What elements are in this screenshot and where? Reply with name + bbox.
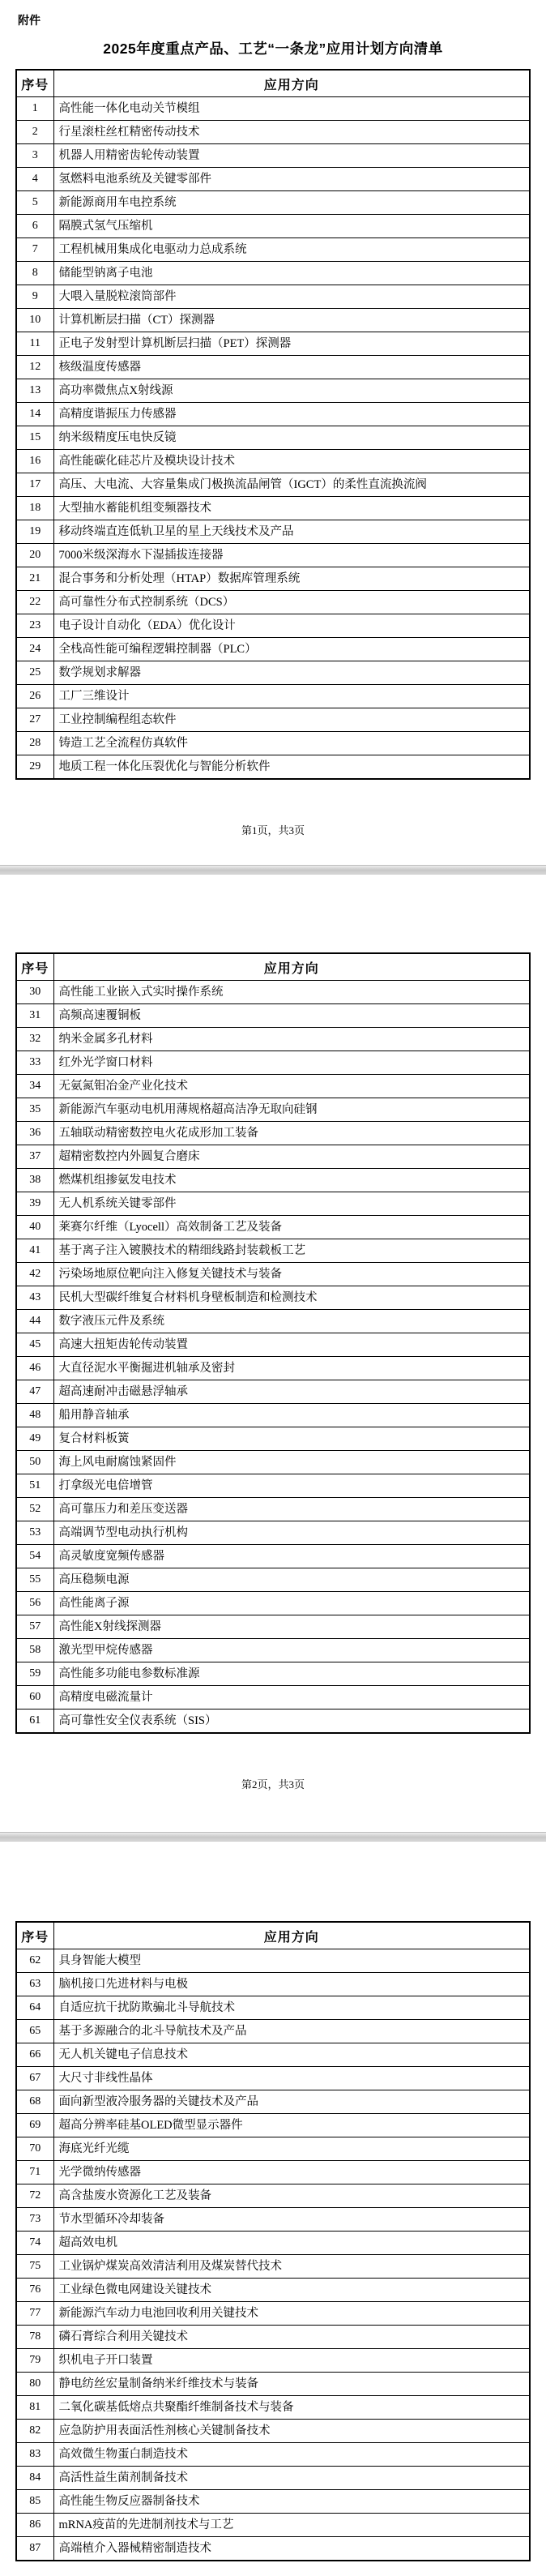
row-number: 48 [16,1404,53,1427]
row-number: 47 [16,1380,53,1404]
table-row [16,1592,530,1615]
row-direction: 机器人用精密齿轮传动装置 [53,144,530,168]
row-direction: 高活性益生菌剂制备技术 [53,2467,530,2490]
row-direction: 核级温度传感器 [53,356,530,379]
row-number: 67 [16,2067,53,2090]
table-row [16,520,530,544]
row-number: 10 [16,309,53,332]
table-row [16,1075,530,1098]
row-direction: 隔膜式氢气压缩机 [53,215,530,238]
column-header-no: 序号 [16,953,53,981]
row-number: 69 [16,2114,53,2137]
table-row [16,121,530,144]
table-row [16,1286,530,1310]
row-number: 49 [16,1427,53,1451]
row-direction: 高精度电磁流量计 [53,1686,530,1709]
table-row [16,2090,530,2114]
table-row [16,1474,530,1498]
table-row [16,2184,530,2208]
page-break-divider [0,1832,546,1842]
row-direction: 高速大扭矩齿轮传动装置 [53,1333,530,1357]
row-direction: 新能源汽车驱动电机用薄规格超高洁净无取向硅钢 [53,1098,530,1122]
row-direction: 自适应抗干扰防欺骗北斗导航技术 [53,1996,530,2020]
row-direction: 高性能离子源 [53,1592,530,1615]
table-row [16,1709,530,1734]
row-direction: 复合材料板簧 [53,1427,530,1451]
table-row [16,732,530,755]
row-number: 7 [16,238,53,262]
row-number: 72 [16,2184,53,2208]
row-direction: 电子设计自动化（EDA）优化设计 [53,614,530,638]
table-row [16,144,530,168]
row-direction: 全栈高性能可编程逻辑控制器（PLC） [53,638,530,661]
table-row [16,1949,530,1973]
row-number: 63 [16,1973,53,1996]
row-direction: 高灵敏度宽频传感器 [53,1545,530,1568]
row-direction: 打拿级光电倍增管 [53,1474,530,1498]
row-number: 64 [16,1996,53,2020]
table-row [16,426,530,450]
table-row [16,262,530,285]
row-direction: 高端植介入器械精密制造技术 [53,2537,530,2561]
row-number: 81 [16,2396,53,2420]
table-row [16,1639,530,1662]
row-direction: 高效微生物蛋白制造技术 [53,2443,530,2467]
table-row [16,2208,530,2232]
row-direction: 节水型循环冷却装备 [53,2208,530,2232]
row-direction: 莱赛尔纤维（Lyocell）高效制备工艺及装备 [53,1216,530,1239]
row-direction: 海上风电耐腐蚀紧固件 [53,1451,530,1474]
table-row [16,1427,530,1451]
row-direction: 计算机断层扫描（CT）探测器 [53,309,530,332]
direction-table-page-3 [15,1921,531,2561]
row-number: 1 [16,97,53,121]
row-number: 19 [16,520,53,544]
table-row [16,332,530,356]
table-row [16,2302,530,2326]
table-row [16,1028,530,1051]
column-header-direction: 应用方向 [53,953,530,981]
row-number: 32 [16,1028,53,1051]
table-row [16,708,530,732]
document-page-2 [0,875,546,1832]
table-row [16,1239,530,1263]
row-number: 22 [16,591,53,614]
row-direction: 海底光纤光缆 [53,2137,530,2161]
table-row [16,2537,530,2561]
table-row [16,2490,530,2514]
row-direction: 混合事务和分析处理（HTAP）数据库管理系统 [53,567,530,591]
table-row [16,1051,530,1075]
row-number: 85 [16,2490,53,2514]
row-direction: 基于离子注入镀膜技术的精细线路封装载板工艺 [53,1239,530,1263]
row-number: 54 [16,1545,53,1568]
table-row [16,1122,530,1145]
row-number: 50 [16,1451,53,1474]
table-row [16,450,530,473]
row-number: 70 [16,2137,53,2161]
table-row [16,2043,530,2067]
table-row [16,1568,530,1592]
table-row [16,685,530,708]
row-direction: 污染场地原位靶向注入修复关键技术与装备 [53,1263,530,1286]
row-direction: 纳米级精度压电快反镜 [53,426,530,450]
document-page-1 [0,13,546,865]
row-number: 28 [16,732,53,755]
row-number: 27 [16,708,53,732]
table-row [16,497,530,520]
row-direction: 纳米金属多孔材料 [53,1028,530,1051]
table-row [16,2373,530,2396]
table-row [16,1263,530,1286]
table-row [16,1357,530,1380]
column-header-direction: 应用方向 [53,70,530,97]
row-number: 57 [16,1615,53,1639]
table-row [16,191,530,215]
direction-table-page-2 [15,952,531,1734]
row-number: 26 [16,685,53,708]
row-number: 13 [16,379,53,403]
row-direction: 工业绿色微电网建设关键技术 [53,2279,530,2302]
row-number: 21 [16,567,53,591]
row-number: 11 [16,332,53,356]
row-number: 34 [16,1075,53,1098]
row-direction: 五轴联动精密数控电火花成形加工装备 [53,1122,530,1145]
row-number: 17 [16,473,53,497]
row-direction: 高性能一体化电动关节模组 [53,97,530,121]
table-row [16,1145,530,1169]
table-row [16,981,530,1004]
table-row [16,661,530,685]
row-number: 41 [16,1239,53,1263]
row-direction: 超高速耐冲击磁悬浮轴承 [53,1380,530,1404]
row-direction: 高压、大电流、大容量集成门极换流晶闸管（IGCT）的柔性直流换流阀 [53,473,530,497]
table-row [16,309,530,332]
row-direction: 无人机关键电子信息技术 [53,2043,530,2067]
row-direction: 工业控制编程组态软件 [53,708,530,732]
row-number: 18 [16,497,53,520]
row-direction: 超高效电机 [53,2232,530,2255]
row-direction: 磷石膏综合利用关键技术 [53,2326,530,2349]
table-body-page-1 [16,97,530,780]
row-number: 40 [16,1216,53,1239]
row-number: 84 [16,2467,53,2490]
row-number: 45 [16,1333,53,1357]
table-row [16,2232,530,2255]
row-number: 59 [16,1662,53,1686]
row-direction: 激光型甲烷传感器 [53,1639,530,1662]
table-row [16,2326,530,2349]
row-number: 15 [16,426,53,450]
table-row [16,2067,530,2090]
row-number: 80 [16,2373,53,2396]
row-direction: 工厂三维设计 [53,685,530,708]
row-direction: 铸造工艺全流程仿真软件 [53,732,530,755]
table-row [16,591,530,614]
row-number: 83 [16,2443,53,2467]
row-number: 8 [16,262,53,285]
row-direction: 应急防护用表面活性剂核心关键制备技术 [53,2420,530,2443]
column-header-direction: 应用方向 [53,1922,530,1949]
row-direction: 船用静音轴承 [53,1404,530,1427]
row-number: 20 [16,544,53,567]
row-number: 43 [16,1286,53,1310]
table-row [16,1973,530,1996]
table-header-row [16,1922,530,1949]
row-direction: 无人机系统关键零部件 [53,1192,530,1216]
row-number: 82 [16,2420,53,2443]
row-direction: 民机大型碳纤维复合材料机身壁板制造和检测技术 [53,1286,530,1310]
row-number: 38 [16,1169,53,1192]
table-header-row [16,953,530,981]
row-direction: 大直径泥水平衡掘进机轴承及密封 [53,1357,530,1380]
row-number: 37 [16,1145,53,1169]
table-header-row [16,70,530,97]
table-row [16,215,530,238]
row-direction: 超精密数控内外圆复合磨床 [53,1145,530,1169]
table-row [16,2255,530,2279]
row-direction: 大尺寸非线性晶体 [53,2067,530,2090]
table-row [16,238,530,262]
row-number: 68 [16,2090,53,2114]
row-direction: 高含盐废水资源化工艺及装备 [53,2184,530,2208]
table-row [16,614,530,638]
table-row [16,1004,530,1028]
row-direction: 基于多源融合的北斗导航技术及产品 [53,2020,530,2043]
table-row [16,285,530,309]
row-number: 25 [16,661,53,685]
table-row [16,97,530,121]
table-row [16,2467,530,2490]
table-row [16,638,530,661]
row-number: 55 [16,1568,53,1592]
table-row [16,1686,530,1709]
table-row [16,2396,530,2420]
table-row [16,2137,530,2161]
row-direction: 具身智能大模型 [53,1949,530,1973]
row-direction: 高频高速覆铜板 [53,1004,530,1028]
row-number: 73 [16,2208,53,2232]
row-direction: 红外光学窗口材料 [53,1051,530,1075]
row-number: 16 [16,450,53,473]
row-number: 35 [16,1098,53,1122]
row-direction: 高功率微焦点X射线源 [53,379,530,403]
row-direction: 高压稳频电源 [53,1568,530,1592]
table-row [16,1545,530,1568]
row-number: 5 [16,191,53,215]
row-direction: 脑机接口先进材料与电极 [53,1973,530,1996]
row-number: 9 [16,285,53,309]
table-row [16,1521,530,1545]
row-direction: 高端调节型电动执行机构 [53,1521,530,1545]
row-number: 30 [16,981,53,1004]
attachment-label: 附件 [18,14,41,27]
table-row [16,2161,530,2184]
row-direction: 静电纺丝宏量制备纳米纤维技术与装备 [53,2373,530,2396]
row-number: 24 [16,638,53,661]
row-number: 23 [16,614,53,638]
row-direction: 超高分辨率硅基OLED微型显示器件 [53,2114,530,2137]
row-number: 6 [16,215,53,238]
row-direction: 地质工程一体化压裂优化与智能分析软件 [53,755,530,780]
row-number: 29 [16,755,53,780]
table-row [16,168,530,191]
direction-table-page-1 [15,69,531,780]
row-number: 76 [16,2279,53,2302]
row-number: 51 [16,1474,53,1498]
row-direction: 高性能生物反应器制备技术 [53,2490,530,2514]
table-row [16,473,530,497]
table-row [16,2420,530,2443]
row-direction: 行星滚柱丝杠精密传动技术 [53,121,530,144]
page-title: 2025年度重点产品、工艺“一条龙”应用计划方向清单 [103,41,443,58]
row-number: 3 [16,144,53,168]
row-number: 78 [16,2326,53,2349]
row-number: 46 [16,1357,53,1380]
row-number: 74 [16,2232,53,2255]
row-direction: 二氧化碳基低熔点共聚酯纤维制备技术与装备 [53,2396,530,2420]
row-number: 77 [16,2302,53,2326]
row-number: 53 [16,1521,53,1545]
row-direction: 高性能多功能电参数标准源 [53,1662,530,1686]
row-number: 31 [16,1004,53,1028]
table-body-page-3 [16,1949,530,2561]
table-row [16,567,530,591]
row-direction: 新能源汽车动力电池回收利用关键技术 [53,2302,530,2326]
table-row [16,544,530,567]
row-number: 44 [16,1310,53,1333]
row-direction: 面向新型液冷服务器的关键技术及产品 [53,2090,530,2114]
table-row [16,1996,530,2020]
row-number: 75 [16,2255,53,2279]
row-number: 39 [16,1192,53,1216]
row-number: 60 [16,1686,53,1709]
row-direction: 大喂入量脱粒滚筒部件 [53,285,530,309]
row-direction: 高精度谐振压力传感器 [53,403,530,426]
table-row [16,1380,530,1404]
row-number: 65 [16,2020,53,2043]
table-row [16,1216,530,1239]
row-number: 71 [16,2161,53,2184]
row-direction: 高性能工业嵌入式实时操作系统 [53,981,530,1004]
row-number: 42 [16,1263,53,1286]
row-direction: 数学规划求解器 [53,661,530,685]
document-page-3 [0,1842,546,2576]
column-header-no: 序号 [16,1922,53,1949]
row-direction: 高性能碳化硅芯片及模块设计技术 [53,450,530,473]
table-row [16,1451,530,1474]
row-number: 79 [16,2349,53,2373]
column-header-no: 序号 [16,70,53,97]
row-direction: 光学微纳传感器 [53,2161,530,2184]
row-direction: 无氨氮钼冶金产业化技术 [53,1075,530,1098]
table-row [16,356,530,379]
row-direction: 高可靠压力和差压变送器 [53,1498,530,1521]
row-direction: 储能型钠离子电池 [53,262,530,285]
table-body-page-2 [16,981,530,1734]
row-direction: 高性能X射线探测器 [53,1615,530,1639]
table-row [16,403,530,426]
row-number: 2 [16,121,53,144]
page-number-footer: 第1页，共3页 [241,824,305,837]
page-number-footer: 第2页，共3页 [241,1778,305,1791]
table-row [16,1169,530,1192]
table-row [16,2443,530,2467]
table-row [16,1662,530,1686]
table-row [16,2114,530,2137]
row-direction: 高可靠性分布式控制系统（DCS） [53,591,530,614]
table-row [16,1098,530,1122]
row-number: 12 [16,356,53,379]
row-number: 87 [16,2537,53,2561]
row-number: 33 [16,1051,53,1075]
row-direction: 织机电子开口装置 [53,2349,530,2373]
row-number: 14 [16,403,53,426]
table-row [16,755,530,780]
table-row [16,1404,530,1427]
row-direction: 数字液压元件及系统 [53,1310,530,1333]
table-row [16,379,530,403]
table-row [16,2514,530,2537]
row-number: 58 [16,1639,53,1662]
row-number: 86 [16,2514,53,2537]
row-number: 4 [16,168,53,191]
row-direction: 工业锅炉煤炭高效清洁利用及煤炭替代技术 [53,2255,530,2279]
row-number: 62 [16,1949,53,1973]
table-row [16,2349,530,2373]
row-direction: 燃煤机组掺氨发电技术 [53,1169,530,1192]
row-direction: 氢燃料电池系统及关键零部件 [53,168,530,191]
row-number: 36 [16,1122,53,1145]
row-direction: 高可靠性安全仪表系统（SIS） [53,1709,530,1734]
row-direction: 7000米级深海水下湿插拔连接器 [53,544,530,567]
row-direction: mRNA疫苗的先进制剂技术与工艺 [53,2514,530,2537]
row-number: 52 [16,1498,53,1521]
row-number: 56 [16,1592,53,1615]
table-row [16,1615,530,1639]
table-row [16,1192,530,1216]
table-row [16,2279,530,2302]
table-row [16,1333,530,1357]
table-row [16,2020,530,2043]
row-direction: 移动终端直连低轨卫星的星上天线技术及产品 [53,520,530,544]
row-number: 61 [16,1709,53,1734]
row-direction: 工程机械用集成化电驱动力总成系统 [53,238,530,262]
table-row [16,1498,530,1521]
row-direction: 正电子发射型计算机断层扫描（PET）探测器 [53,332,530,356]
row-direction: 大型抽水蓄能机组变频器技术 [53,497,530,520]
row-number: 66 [16,2043,53,2067]
page-break-divider [0,865,546,875]
row-direction: 新能源商用车电控系统 [53,191,530,215]
table-row [16,1310,530,1333]
